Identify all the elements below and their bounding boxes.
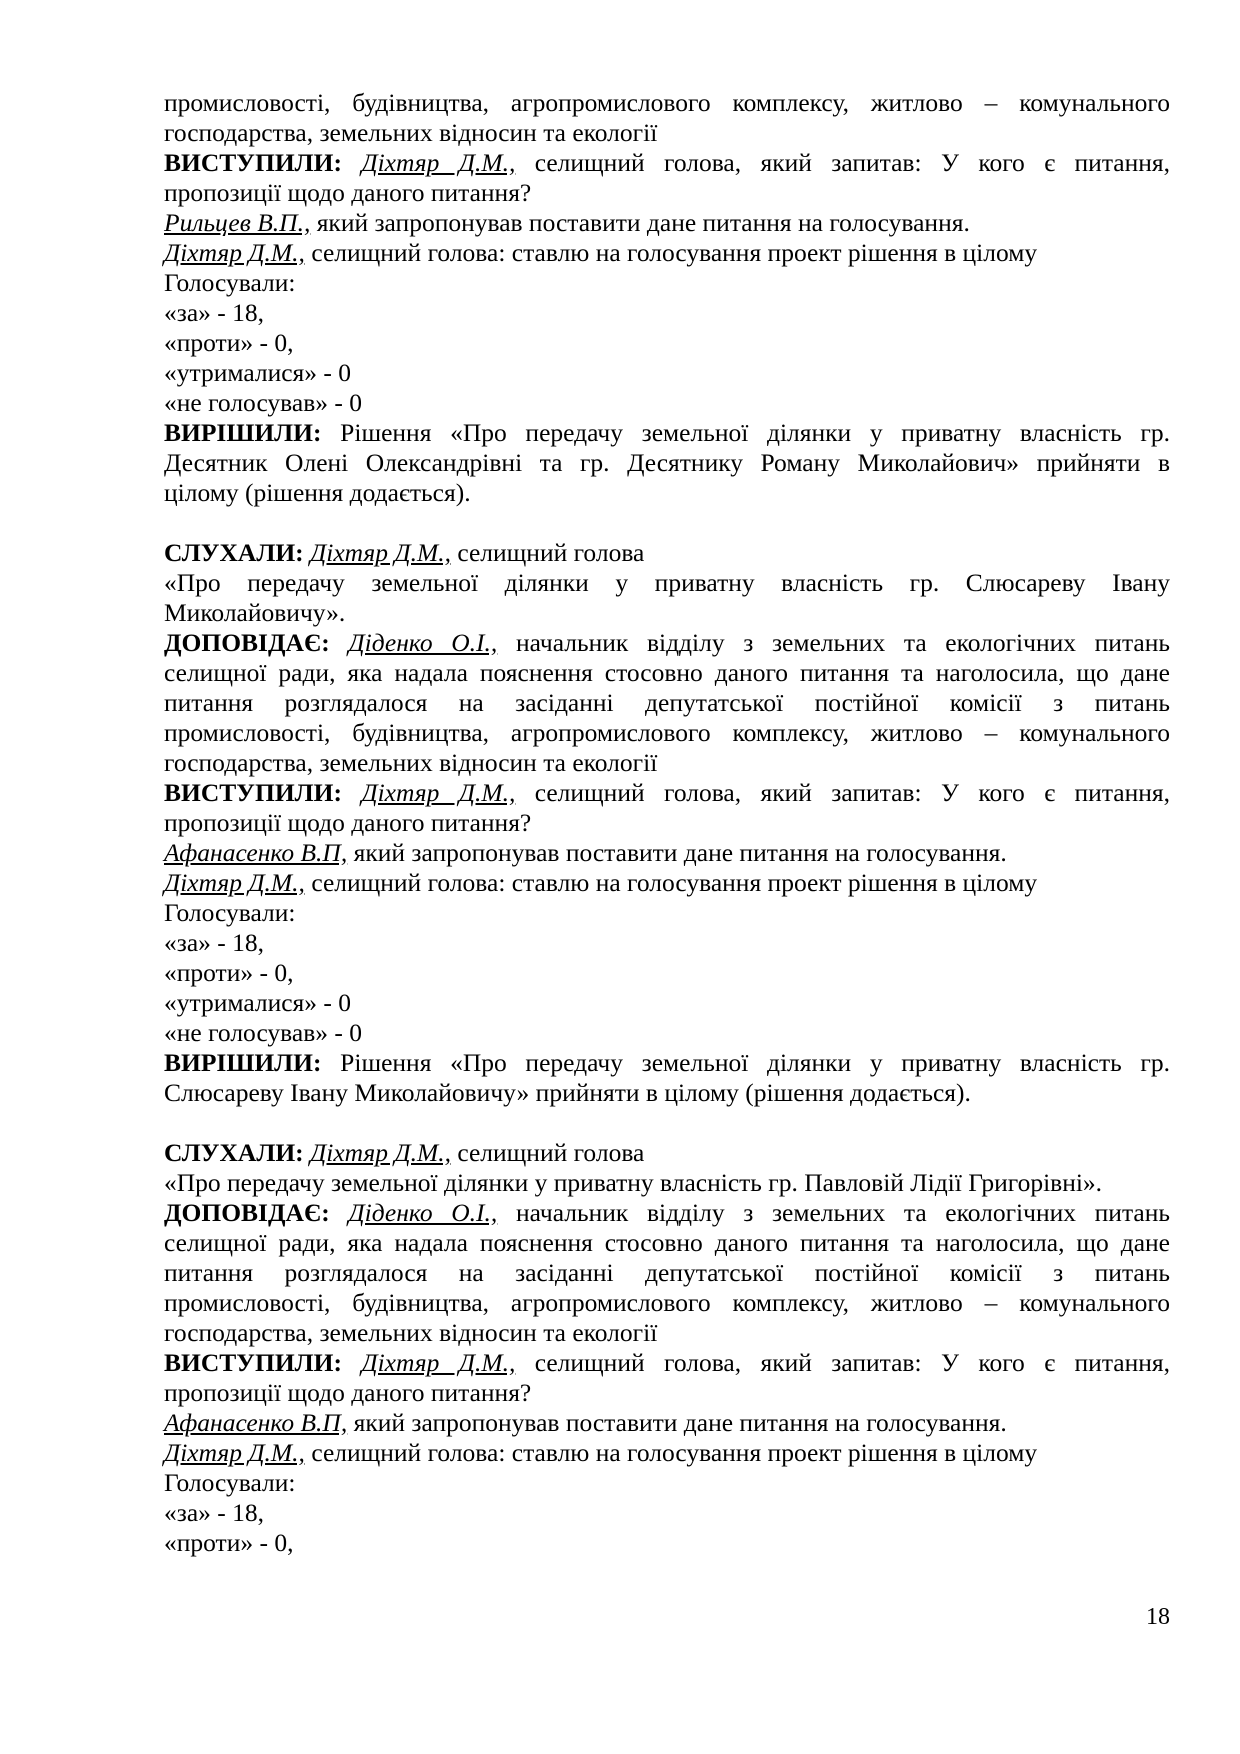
reporter-name: Діденко О.І., bbox=[348, 628, 498, 657]
vote-against: «проти» - 0, bbox=[164, 1528, 294, 1557]
speaker-name: Діхтяр Д.М., bbox=[164, 868, 305, 897]
text-line: пропозиції щодо даного питання? bbox=[164, 1378, 532, 1407]
heard-label: СЛУХАЛИ: bbox=[164, 1138, 304, 1167]
vote-against: «проти» - 0, bbox=[164, 328, 294, 357]
speaker-name: Афанасенко В.П, bbox=[164, 838, 348, 867]
text-line: промисловості, будівництва, агропромислового комплексу, житлово – комунального bbox=[164, 718, 1170, 747]
vote-call-line bbox=[164, 1438, 1170, 1468]
decision-text: Рішення «Про передачу земельної ділянки у приватну власність гр. bbox=[321, 1048, 1170, 1077]
speaker-name: Діхтяр Д.М., bbox=[164, 1438, 305, 1467]
speaker-name: Діхтяр Д.М., bbox=[361, 148, 516, 177]
proposal-line bbox=[164, 1408, 1170, 1438]
decision-line bbox=[164, 418, 1170, 448]
proposal-text: який запропонував поставити дане питання на голосування. bbox=[310, 208, 970, 237]
speaker-name: Афанасенко В.П, bbox=[164, 1408, 348, 1437]
voting-label: Голосували: bbox=[164, 1468, 296, 1497]
vote-not-voted: «не голосував» - 0 bbox=[164, 388, 362, 417]
heard-line bbox=[164, 538, 1170, 568]
text-line: пропозиції щодо даного питання? bbox=[164, 178, 532, 207]
text-line: промисловості, будівництва, агропромислового комплексу, житлово – комунального bbox=[164, 88, 1170, 117]
speakers-line bbox=[164, 148, 1170, 178]
text-line: селищної ради, яка надала пояснення стосовно даного питання та наголосила, що дане bbox=[164, 1228, 1170, 1257]
vote-call-line bbox=[164, 868, 1170, 898]
text-line: господарства, земельних відносин та екології bbox=[164, 118, 658, 147]
vote-call-text: селищний голова: ставлю на голосування проект рішення в цілому bbox=[304, 1438, 1038, 1467]
speaker-name: Діхтяр Д.М., bbox=[310, 1138, 451, 1167]
speaker-name: Діхтяр Д.М., bbox=[310, 538, 451, 567]
report-text: начальник відділу з земельних та екологічних питань bbox=[497, 628, 1170, 657]
speaker-name: Діхтяр Д.М., bbox=[361, 1348, 516, 1377]
vote-for: «за» - 18, bbox=[164, 298, 265, 327]
speakers-label: ВИСТУПИЛИ: bbox=[164, 148, 342, 177]
voting-label: Голосували: bbox=[164, 268, 296, 297]
speech-text: селищний голова, який запитав: У кого є питання, bbox=[515, 1348, 1170, 1377]
reporter-label: ДОПОВІДАЄ: bbox=[164, 1198, 330, 1227]
proposal-line bbox=[164, 208, 1170, 238]
topic-line: «Про передачу земельної ділянки у приватну власність гр. Слюсареву Івану bbox=[164, 568, 1170, 597]
document-page bbox=[164, 88, 1170, 1558]
vote-abstained: «утрималися» - 0 bbox=[164, 358, 352, 387]
reporter-name: Діденко О.І., bbox=[348, 1198, 498, 1227]
vote-for: «за» - 18, bbox=[164, 1498, 265, 1527]
text-line: Слюсареву Івану Миколайовичу» прийняти в цілому (рішення додається). bbox=[164, 1078, 971, 1107]
speakers-label: ВИСТУПИЛИ: bbox=[164, 1348, 342, 1377]
speech-text: селищний голова, який запитав: У кого є питання, bbox=[515, 148, 1170, 177]
heard-text: селищний голова bbox=[450, 1138, 645, 1167]
speaker-name: Діхтяр Д.М., bbox=[361, 778, 516, 807]
text-line: Десятник Олені Олександрівні та гр. Десятнику Роману Миколайович» прийняти в bbox=[164, 448, 1170, 477]
text-line: питання розглядалося на засіданні депутатської постійної комісії з питань bbox=[164, 688, 1170, 717]
reporter-line bbox=[164, 628, 1170, 658]
text-line: селищної ради, яка надала пояснення стосовно даного питання та наголосила, що дане bbox=[164, 658, 1170, 687]
proposal-text: який запропонував поставити дане питання на голосування. bbox=[347, 1408, 1007, 1437]
reporter-label: ДОПОВІДАЄ: bbox=[164, 628, 330, 657]
vote-call-text: селищний голова: ставлю на голосування проект рішення в цілому bbox=[304, 868, 1038, 897]
speaker-name: Рильцев В.П., bbox=[164, 208, 311, 237]
report-text: начальник відділу з земельних та екологічних питань bbox=[497, 1198, 1170, 1227]
text-line: пропозиції щодо даного питання? bbox=[164, 808, 532, 837]
heard-text: селищний голова bbox=[450, 538, 645, 567]
speaker-name: Діхтяр Д.М., bbox=[164, 238, 305, 267]
vote-call-line bbox=[164, 238, 1170, 268]
speakers-line bbox=[164, 778, 1170, 808]
vote-call-text: селищний голова: ставлю на голосування проект рішення в цілому bbox=[304, 238, 1038, 267]
text-line: питання розглядалося на засіданні депутатської постійної комісії з питань bbox=[164, 1258, 1170, 1287]
decision-line bbox=[164, 1048, 1170, 1078]
proposal-text: який запропонував поставити дане питання на голосування. bbox=[347, 838, 1007, 867]
topic-line: «Про передачу земельної ділянки у приватну власність гр. Павловій Лідії Григорівні». bbox=[164, 1168, 1103, 1197]
topic-line: Миколайовичу». bbox=[164, 598, 346, 627]
heard-line bbox=[164, 1138, 1170, 1168]
heard-label: СЛУХАЛИ: bbox=[164, 538, 304, 567]
vote-against: «проти» - 0, bbox=[164, 958, 294, 987]
reporter-line bbox=[164, 1198, 1170, 1228]
speakers-label: ВИСТУПИЛИ: bbox=[164, 778, 342, 807]
decision-label: ВИРІШИЛИ: bbox=[164, 418, 322, 447]
voting-label: Голосували: bbox=[164, 898, 296, 927]
vote-for: «за» - 18, bbox=[164, 928, 265, 957]
decision-text: Рішення «Про передачу земельної ділянки у приватну власність гр. bbox=[321, 418, 1170, 447]
vote-not-voted: «не голосував» - 0 bbox=[164, 1018, 362, 1047]
text-line: господарства, земельних відносин та екології bbox=[164, 748, 658, 777]
page-number: 18 bbox=[1146, 1604, 1170, 1630]
text-line: промисловості, будівництва, агропромислового комплексу, житлово – комунального bbox=[164, 1288, 1170, 1317]
vote-abstained: «утрималися» - 0 bbox=[164, 988, 352, 1017]
proposal-line bbox=[164, 838, 1170, 868]
speakers-line bbox=[164, 1348, 1170, 1378]
text-line: цілому (рішення додається). bbox=[164, 478, 471, 507]
decision-label: ВИРІШИЛИ: bbox=[164, 1048, 322, 1077]
text-line: господарства, земельних відносин та екології bbox=[164, 1318, 658, 1347]
speech-text: селищний голова, який запитав: У кого є питання, bbox=[515, 778, 1170, 807]
